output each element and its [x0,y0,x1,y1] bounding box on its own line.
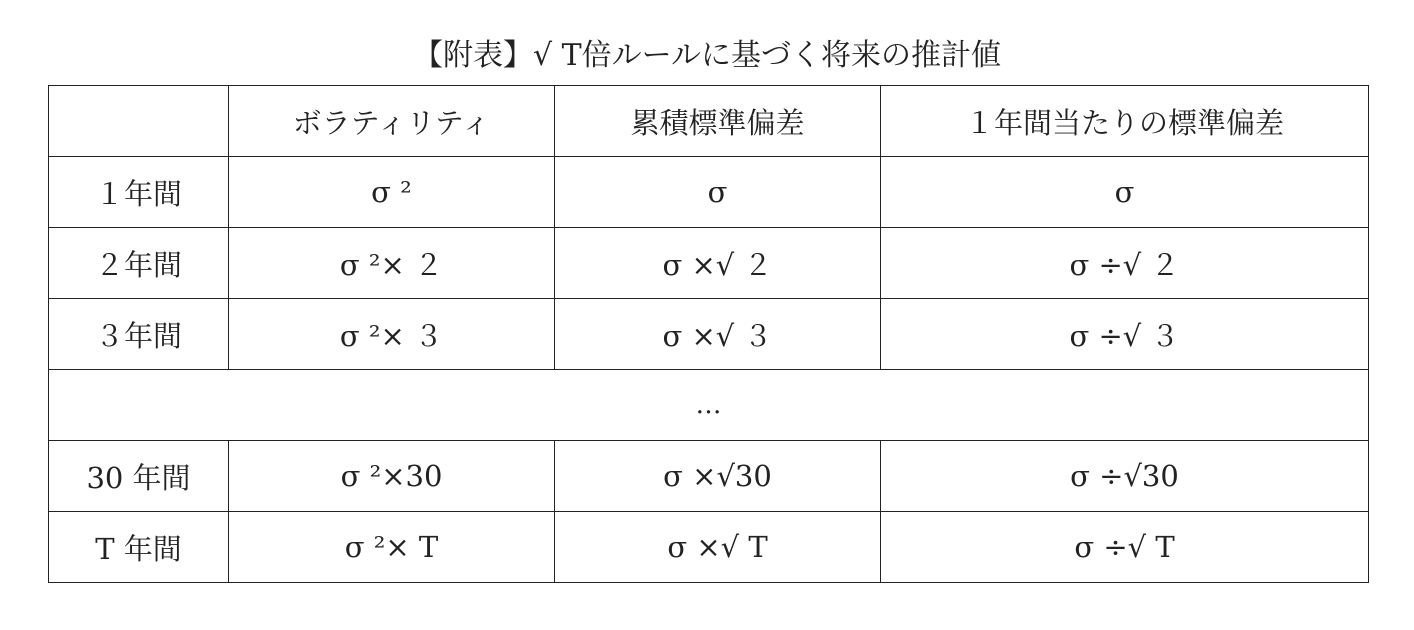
header-cell-cumulative-sd: 累積標準偏差 [555,86,881,157]
table-row [49,512,1369,583]
row-label: ３年間 [49,299,229,370]
annual-sd-cell: σ [881,157,1369,228]
ellipsis-cell: … [49,370,1369,441]
header-cell-volatility: ボラティリティ [229,86,555,157]
ellipsis-row [49,370,1369,441]
row-label: ２年間 [49,228,229,299]
annual-sd-cell: σ ÷√30 [881,441,1369,512]
cumulative-sd-cell: σ [555,157,881,228]
row-label: T 年間 [49,512,229,583]
estimates-table [48,85,1369,583]
cumulative-sd-cell: σ ×√ ２ [555,228,881,299]
table-row [49,441,1369,512]
table-header-row [49,86,1369,157]
cumulative-sd-cell: σ ×√30 [555,441,881,512]
volatility-cell: σ ²× ３ [229,299,555,370]
annual-sd-cell: σ ÷√ ３ [881,299,1369,370]
volatility-cell: σ ²× ２ [229,228,555,299]
cumulative-sd-cell: σ ×√ T [555,512,881,583]
table-row [49,228,1369,299]
header-cell-empty [49,86,229,157]
volatility-cell: σ ²×30 [229,441,555,512]
annual-sd-cell: σ ÷√ T [881,512,1369,583]
table-row [49,157,1369,228]
volatility-cell: σ ²× T [229,512,555,583]
cumulative-sd-cell: σ ×√ ３ [555,299,881,370]
row-label: １年間 [49,157,229,228]
volatility-cell: σ ² [229,157,555,228]
header-cell-annual-sd: １年間当たりの標準偏差 [881,86,1369,157]
table-title: 【附表】√ T倍ルールに基づく将来の推計値 [412,38,1002,73]
table-row [49,299,1369,370]
row-label: 30 年間 [49,441,229,512]
annual-sd-cell: σ ÷√ ２ [881,228,1369,299]
